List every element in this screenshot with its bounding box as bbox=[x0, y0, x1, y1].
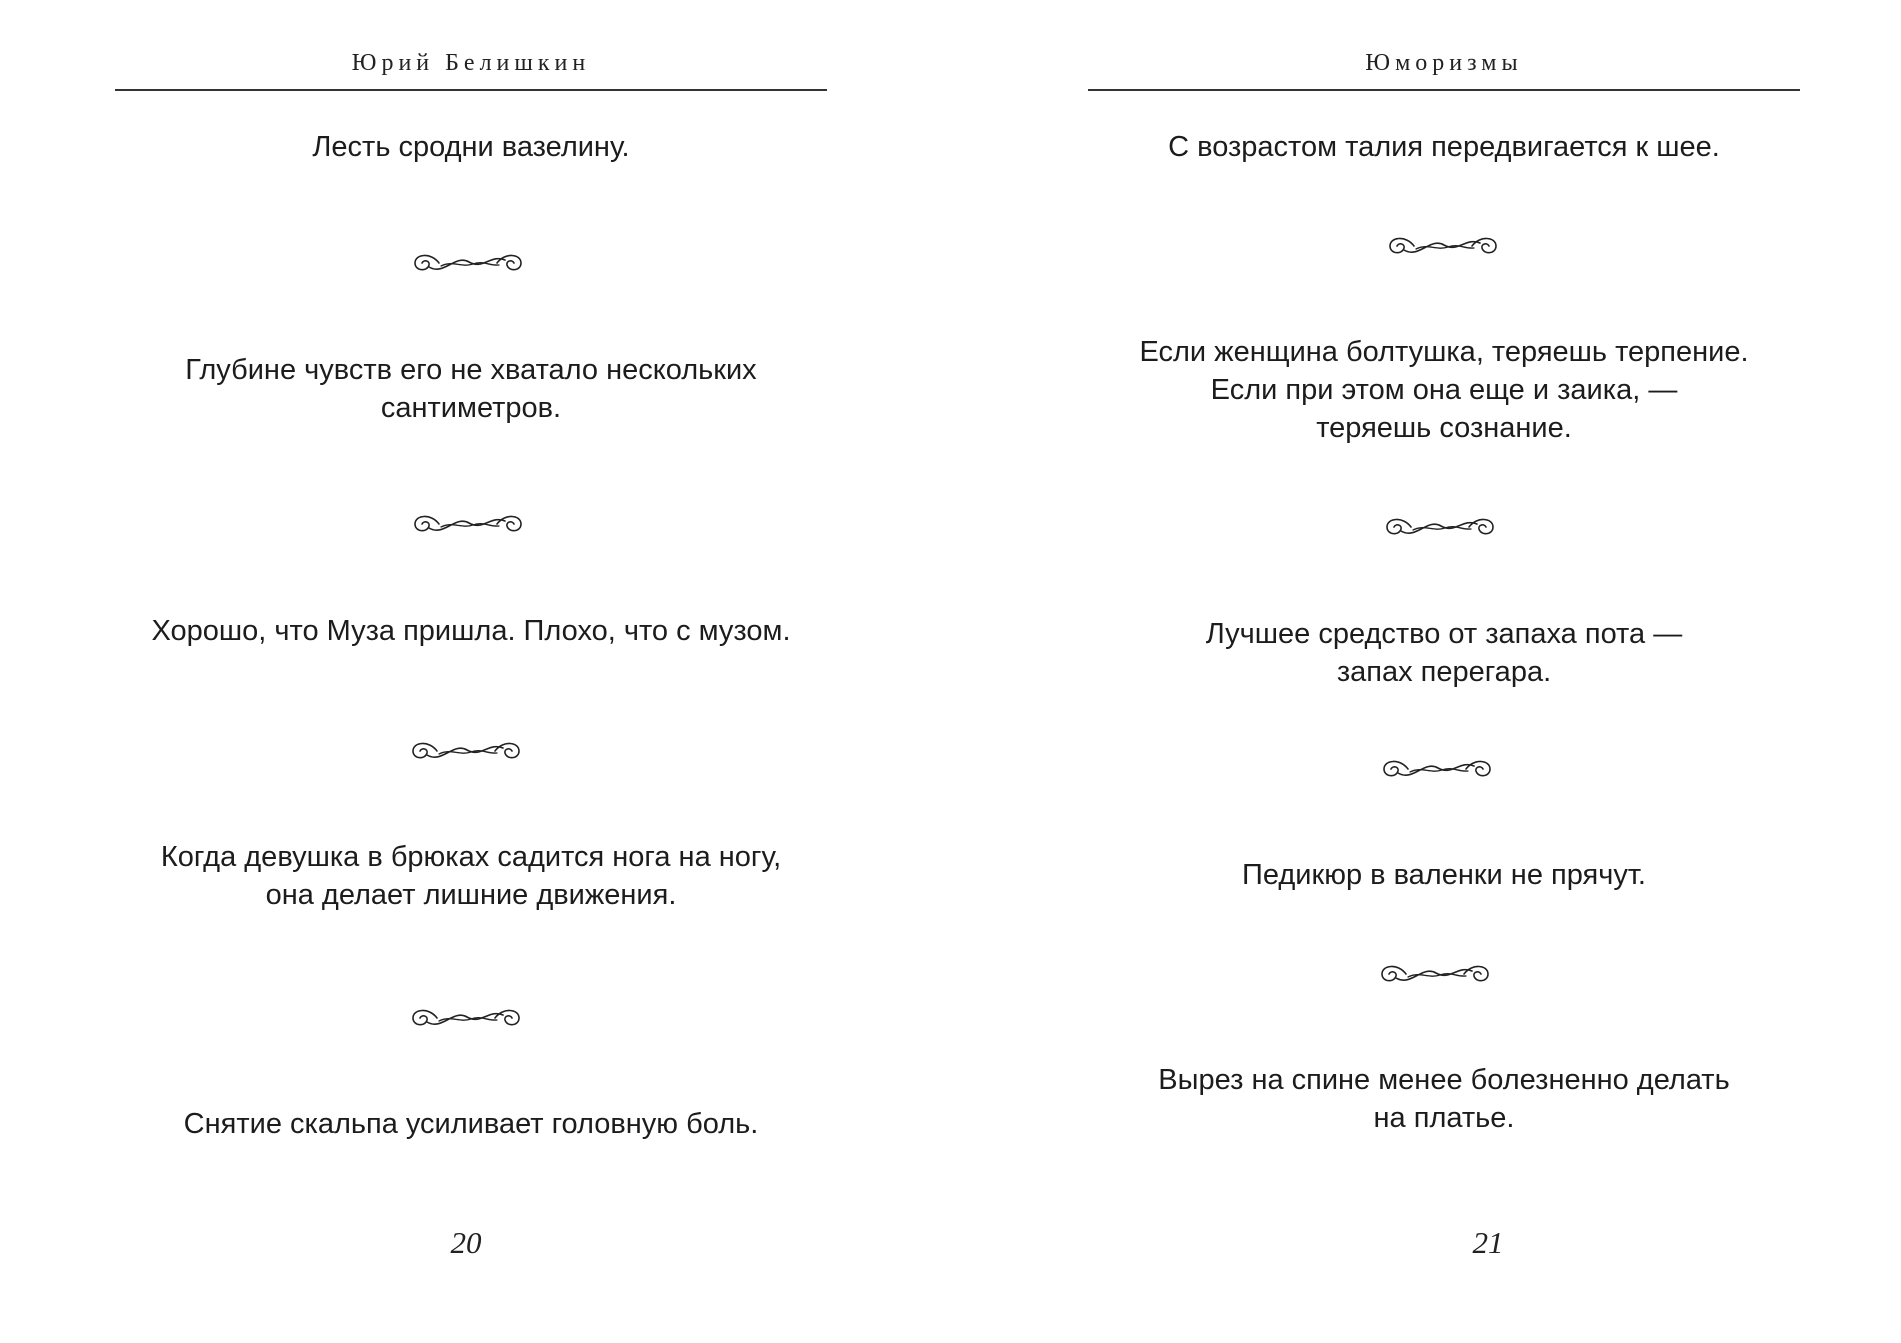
aphorism-line: Педикюр в валенки не прячут. bbox=[1242, 859, 1646, 891]
aphorism bbox=[115, 838, 827, 914]
flourish-divider-icon bbox=[1384, 229, 1502, 263]
aphorism bbox=[1088, 1061, 1800, 1137]
aphorism-line: сантиметров. bbox=[380, 392, 562, 424]
flourish-divider-icon bbox=[1381, 510, 1499, 544]
aphorism bbox=[1088, 615, 1800, 691]
aphorism-line: она делает лишние движения. bbox=[265, 879, 677, 911]
header-rule bbox=[115, 89, 827, 91]
aphorism-line: теряешь сознание. bbox=[1316, 412, 1572, 444]
aphorism bbox=[115, 612, 827, 650]
right-page bbox=[950, 0, 1901, 1343]
flourish-divider-icon bbox=[407, 734, 525, 768]
page-number: 21 bbox=[1472, 1225, 1504, 1260]
aphorism-line: Снятие скальпа усиливает головную боль. bbox=[183, 1108, 759, 1140]
aphorism-line: Если при этом она еще и заика, — bbox=[1210, 374, 1678, 406]
aphorism-line: Если женщина болтушка, теряешь терпение. bbox=[1139, 336, 1749, 368]
flourish-divider-icon bbox=[409, 507, 527, 541]
aphorism bbox=[1088, 128, 1800, 166]
aphorism-line: на платье. bbox=[1373, 1102, 1515, 1134]
aphorism-line: Вырез на спине менее болезненно делать bbox=[1158, 1064, 1730, 1096]
aphorism-line: Лесть сродни вазелину. bbox=[312, 131, 630, 163]
aphorism-line: Когда девушка в брюках садится нога на ногу, bbox=[160, 841, 782, 873]
flourish-divider-icon bbox=[1378, 752, 1496, 786]
aphorism-line: Глубине чувств его не хватало нескольких bbox=[185, 354, 757, 386]
left-page bbox=[0, 0, 950, 1343]
flourish-divider-icon bbox=[409, 246, 527, 280]
page-number: 20 bbox=[450, 1225, 482, 1260]
aphorism bbox=[1088, 856, 1800, 894]
running-head-title: Юморизмы bbox=[1365, 50, 1523, 76]
aphorism bbox=[115, 128, 827, 166]
aphorism bbox=[115, 1105, 827, 1143]
header-rule bbox=[1088, 89, 1800, 91]
aphorism bbox=[1088, 333, 1800, 447]
aphorism-line: С возрастом талия передвигается к шее. bbox=[1168, 131, 1720, 163]
aphorism bbox=[115, 351, 827, 427]
aphorism-line: Хорошо, что Муза пришла. Плохо, что с музом. bbox=[151, 615, 791, 647]
running-head-author: Юрий Белишкин bbox=[351, 50, 591, 76]
flourish-divider-icon bbox=[1376, 957, 1494, 991]
aphorism-line: запах перегара. bbox=[1336, 656, 1552, 688]
flourish-divider-icon bbox=[407, 1001, 525, 1035]
aphorism-line: Лучшее средство от запаха пота — bbox=[1205, 618, 1683, 650]
